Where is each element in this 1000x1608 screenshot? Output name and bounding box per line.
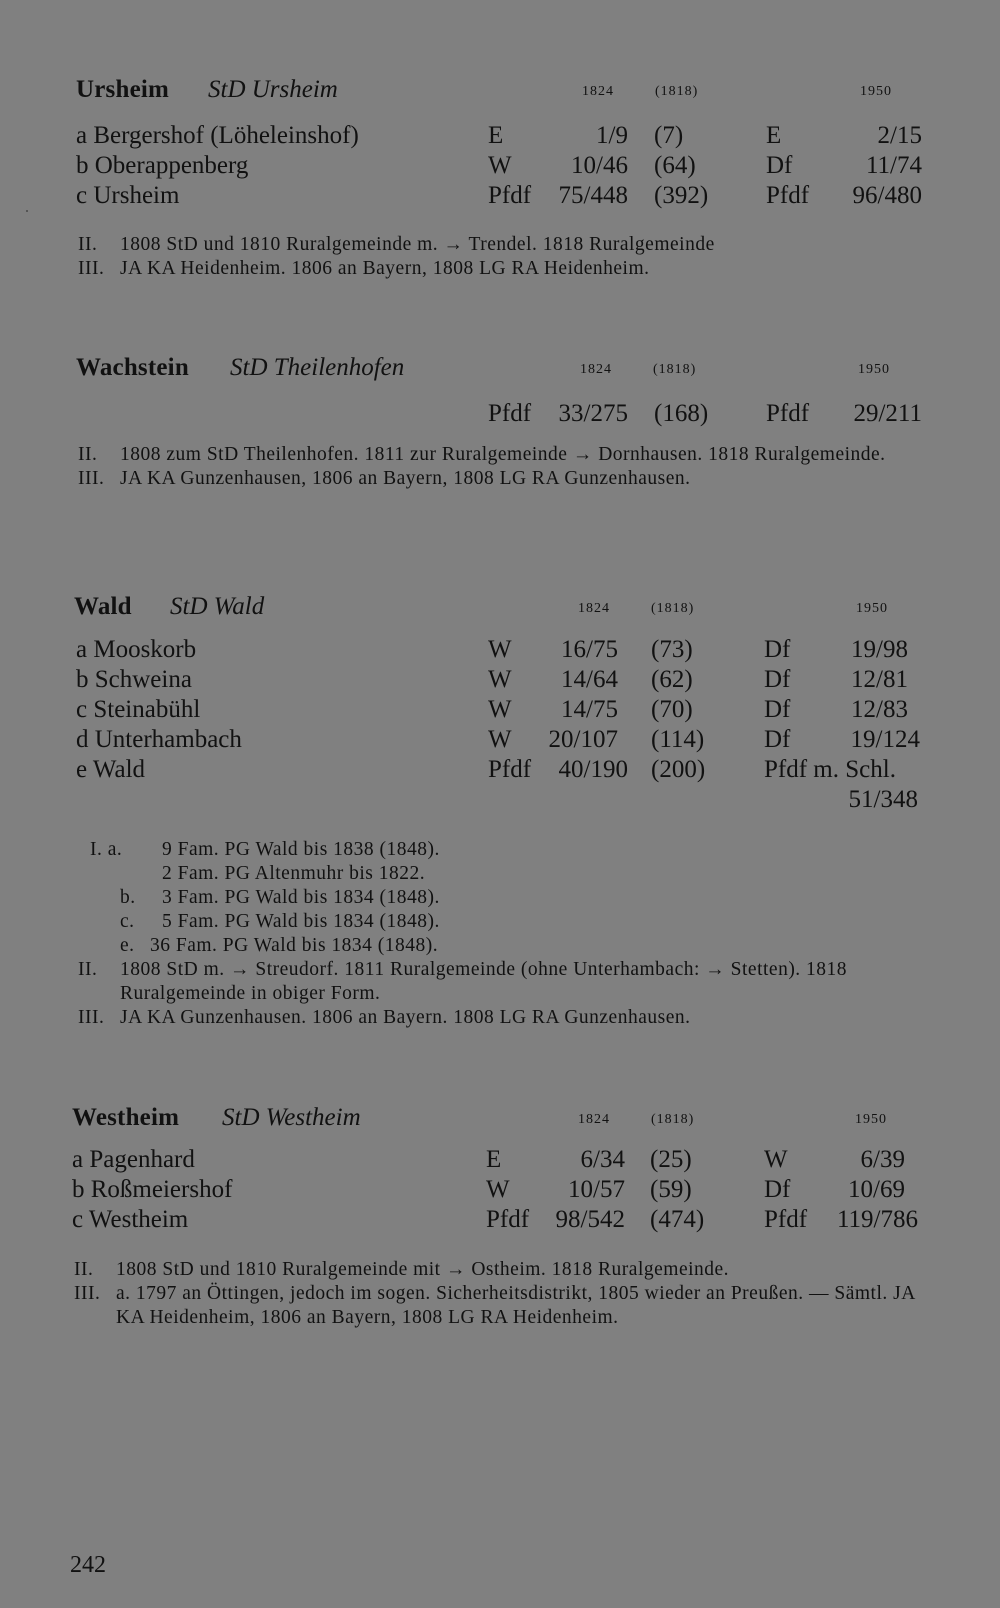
- row-label: e Wald: [76, 756, 146, 783]
- year-1818: (1818): [651, 601, 695, 616]
- note-iii: [78, 1006, 936, 1030]
- note-ii: [78, 233, 936, 257]
- value-1818: (7): [654, 122, 684, 149]
- value-1824: 10/46: [571, 152, 628, 179]
- note-i-e: [90, 934, 936, 958]
- year-1824: 1824: [582, 84, 614, 99]
- year-1950: 1950: [858, 362, 890, 377]
- std-name: StD Ursheim: [208, 76, 338, 103]
- table-row: [0, 182, 1000, 212]
- type-1950: E: [766, 122, 782, 149]
- type-1824: E: [486, 1146, 502, 1173]
- note-text: 36 Fam. PG Wald bis 1834 (1848).: [150, 935, 439, 956]
- value-1950: 29/211: [853, 400, 922, 427]
- type-1950: W: [764, 1146, 788, 1173]
- note-i-a: [90, 838, 936, 862]
- value-1818: (474): [650, 1206, 705, 1233]
- year-1824: 1824: [580, 362, 612, 377]
- value-1818: (114): [651, 726, 705, 753]
- note-iii: [74, 1282, 928, 1330]
- table-row: [0, 756, 1000, 786]
- row-label: a Bergershof (Löheleinshof): [76, 122, 359, 149]
- row-label: c Westheim: [72, 1206, 189, 1233]
- row-label: a Pagenhard: [72, 1146, 195, 1173]
- type-1950: Pfdf m. Schl.: [764, 756, 896, 783]
- std-name: StD Westheim: [222, 1104, 361, 1131]
- value-1818: (64): [654, 152, 696, 179]
- type-1824: Pfdf: [488, 400, 532, 427]
- value-1950: 2/15: [877, 122, 922, 149]
- value-1818: (62): [651, 666, 693, 693]
- section-header: [0, 76, 1000, 116]
- value-1818: (70): [651, 696, 693, 723]
- row-label: d Unterhambach: [76, 726, 242, 753]
- note-text: JA KA Heidenheim. 1806 an Bayern, 1808 LG RA Heidenheim.: [120, 258, 650, 279]
- type-1950: Pfdf: [766, 400, 810, 427]
- row-label: b Schweina: [76, 666, 192, 693]
- section-header: [0, 354, 1000, 394]
- type-1950: Df: [764, 696, 791, 723]
- year-1824: 1824: [578, 1112, 610, 1127]
- year-1818: (1818): [655, 84, 699, 99]
- value-1818: (392): [654, 182, 709, 209]
- value-1950: 51/348: [848, 786, 918, 813]
- type-1824: W: [488, 152, 512, 179]
- std-name: StD Wald: [170, 593, 265, 620]
- type-1824: W: [488, 666, 512, 693]
- value-1818: (59): [650, 1176, 692, 1203]
- year-1818: (1818): [651, 1112, 695, 1127]
- value-1950: 96/480: [852, 182, 922, 209]
- note-number: III.: [78, 468, 105, 489]
- table-row: [0, 1176, 1000, 1206]
- table-row: [0, 636, 1000, 666]
- table-row: [0, 1146, 1000, 1176]
- table-row: [0, 152, 1000, 182]
- table-row: [0, 726, 1000, 756]
- place-name: Wald: [74, 593, 132, 620]
- std-name: StD Theilenhofen: [230, 354, 405, 381]
- value-1950: 19/124: [850, 726, 920, 753]
- type-1824: W: [488, 636, 512, 663]
- value-1824: 40/190: [558, 756, 628, 783]
- note-text: 1808 StD und 1810 Ruralgemeinde m. → Trendel. 1818 Ruralgemeinde: [120, 234, 715, 255]
- value-1824: 1/9: [596, 122, 628, 149]
- row-label: c Ursheim: [76, 182, 180, 209]
- note-number: II.: [78, 959, 98, 980]
- value-1950: 10/69: [848, 1176, 905, 1203]
- place-name: Wachstein: [76, 354, 189, 381]
- notes: [90, 838, 936, 958]
- note-sub-label: e.: [120, 935, 135, 956]
- note-i-b: [90, 886, 936, 910]
- place-name: Westheim: [72, 1104, 180, 1131]
- note-number: II.: [78, 234, 98, 255]
- value-1950: 12/83: [851, 696, 908, 723]
- note-text: 1808 StD und 1810 Ruralgemeinde mit → Ostheim. 1818 Ruralgemeinde.: [116, 1259, 730, 1280]
- type-1950: Df: [764, 1176, 791, 1203]
- year-1950: 1950: [856, 601, 888, 616]
- note-iii: [78, 467, 936, 491]
- row-label: a Mooskorb: [76, 636, 197, 663]
- note-ii: [78, 443, 936, 467]
- value-1818: (200): [651, 756, 706, 783]
- type-1950: Df: [766, 152, 793, 179]
- note-text: 2 Fam. PG Altenmuhr bis 1822.: [162, 863, 426, 884]
- row-label: c Steinabühl: [76, 696, 201, 723]
- year-1950: 1950: [860, 84, 892, 99]
- section-header: [0, 593, 1000, 633]
- note-sub-label: I. a.: [90, 839, 123, 860]
- page-number: 242: [70, 1552, 106, 1578]
- type-1950: Df: [764, 666, 791, 693]
- note-number: III.: [74, 1283, 101, 1304]
- year-1818: (1818): [653, 362, 697, 377]
- table-row: [0, 666, 1000, 696]
- note-ii: [74, 1258, 928, 1282]
- value-1818: (73): [651, 636, 693, 663]
- place-name: Ursheim: [76, 76, 170, 103]
- note-text: 3 Fam. PG Wald bis 1834 (1848).: [162, 887, 440, 908]
- note-i-c: [90, 910, 936, 934]
- note-text: 5 Fam. PG Wald bis 1834 (1848).: [162, 911, 440, 932]
- type-1950: Pfdf: [764, 1206, 808, 1233]
- note-ii: [78, 958, 936, 1006]
- note-text: 1808 StD m. → Streudorf. 1811 Ruralgemeinde (ohne Unterhambach: → Stetten). 1818 Ruralgemeinde in obiger Form.: [120, 959, 848, 1004]
- type-1824: Pfdf: [488, 182, 532, 209]
- value-1818: (25): [650, 1146, 692, 1173]
- type-1824: E: [488, 122, 504, 149]
- type-1824: W: [488, 696, 512, 723]
- year-1824: 1824: [578, 601, 610, 616]
- value-1824: 14/64: [561, 666, 618, 693]
- note-number: II.: [74, 1259, 94, 1280]
- note-number: III.: [78, 258, 105, 279]
- value-1950: 12/81: [851, 666, 908, 693]
- value-1950: 11/74: [865, 152, 922, 179]
- table-row: [0, 1206, 1000, 1236]
- note-sub-label: c.: [120, 911, 135, 932]
- value-1824: 20/107: [548, 726, 618, 753]
- note-iii: [78, 257, 936, 281]
- section-header: [0, 1104, 1000, 1144]
- value-1824: 33/275: [558, 400, 628, 427]
- notes: [78, 443, 936, 491]
- notes: [74, 1258, 928, 1330]
- note-text: a. 1797 an Öttingen, jedoch im sogen. Sicherheitsdistrikt, 1805 wieder an Preußen. — Sämtl. JA KA Heidenheim, 1806 an Bayern, 1808 LG RA Heidenheim.: [116, 1283, 915, 1328]
- value-1824: 14/75: [561, 696, 618, 723]
- note-number: II.: [78, 444, 98, 465]
- type-1824: W: [486, 1176, 510, 1203]
- type-1950: Pfdf: [766, 182, 810, 209]
- type-1824: Pfdf: [488, 756, 532, 783]
- notes: [78, 233, 936, 281]
- value-1950: 6/39: [860, 1146, 905, 1173]
- table-row: [0, 400, 1000, 430]
- table-row: [0, 122, 1000, 152]
- table-row: [0, 696, 1000, 726]
- value-1824: 10/57: [568, 1176, 625, 1203]
- value-1818: (168): [654, 400, 709, 427]
- note-text: JA KA Gunzenhausen. 1806 an Bayern. 1808 LG RA Gunzenhausen.: [120, 1007, 691, 1028]
- note-number: III.: [78, 1007, 105, 1028]
- value-1824: 98/542: [555, 1206, 625, 1233]
- note-text: JA KA Gunzenhausen, 1806 an Bayern, 1808 LG RA Gunzenhausen.: [120, 468, 691, 489]
- value-1950: 119/786: [836, 1206, 918, 1233]
- type-1824: W: [488, 726, 512, 753]
- value-1824: 75/448: [558, 182, 628, 209]
- type-1950: Df: [764, 636, 791, 663]
- row-label: b Oberappenberg: [76, 152, 249, 179]
- value-1824: 6/34: [580, 1146, 625, 1173]
- note-text: 1808 zum StD Theilenhofen. 1811 zur Ruralgemeinde → Dornhausen. 1818 Ruralgemeinde.: [120, 444, 886, 465]
- note-text: 9 Fam. PG Wald bis 1838 (1848).: [162, 839, 440, 860]
- type-1824: Pfdf: [486, 1206, 530, 1233]
- table-row-continued: [0, 786, 1000, 816]
- value-1824: 16/75: [561, 636, 618, 663]
- note-sub-label: b.: [120, 887, 136, 908]
- notes: [78, 958, 936, 1030]
- row-label: b Roßmeiershof: [72, 1176, 233, 1203]
- year-1950: 1950: [855, 1112, 887, 1127]
- value-1950: 19/98: [851, 636, 908, 663]
- type-1950: Df: [764, 726, 791, 753]
- note-i-a2: [90, 862, 936, 886]
